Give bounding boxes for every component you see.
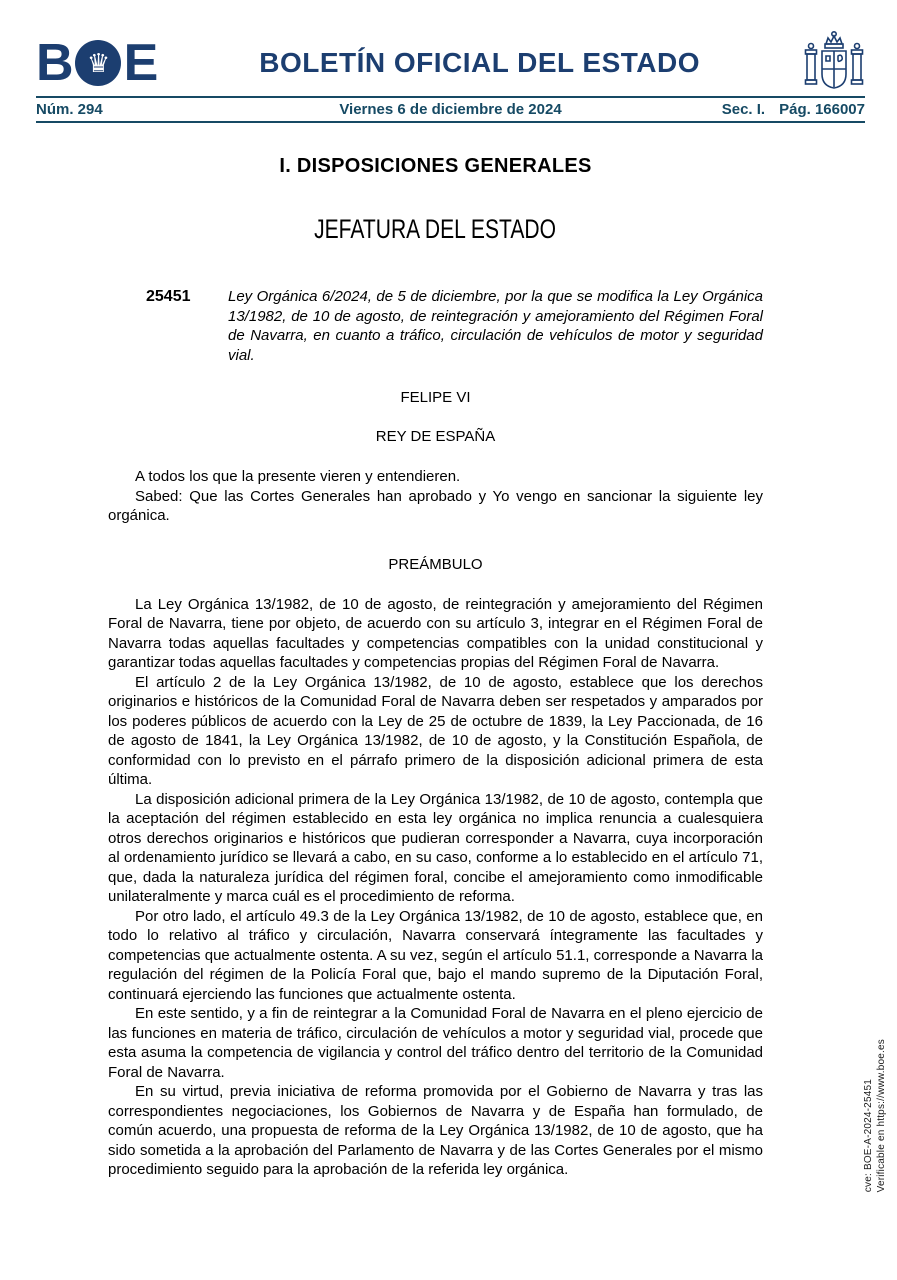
boe-logo [36,34,157,92]
header-meta-row [36,99,865,120]
preamble-paragraph-5: En este sentido, y a fin de reintegrar a la Comunidad Foral de Navarra en el pleno ejercicio de las funciones en materia de tráfico, circulación de vehículos a motor y seguridad vial, procede que esta asuma la competencia de vigilancia y control del tráfico dentro del territorio de la Comunidad Foral de Navarra. [108,1005,763,1081]
preamble-heading: PREÁMBULO [388,555,483,573]
section-title: I. DISPOSICIONES GENERALES [279,155,592,177]
header-divider-top [36,96,865,98]
department-heading-wrap [108,214,763,245]
header-divider-bottom [36,121,865,123]
royal-proclamation [108,467,763,526]
header [36,30,865,96]
preamble-paragraph-1: La Ley Orgánica 13/1982, de 10 de agosto, de reintegración y amejoramiento del Régimen Foral de Navarra, tiene por objeto, de acuerdo con su artículo 3, integrar en el Régimen Foral de Navarra todas aquellas facultades y competencias compatibles con la unidad constitucional y garantizar todas aquellas facultades y competencias propias del Régimen Foral de Navarra. [108,595,763,671]
page-label: Pág. 166007 [779,101,865,118]
preamble-paragraph-6: En su virtud, previa iniciativa de reforma promovida por el Gobierno de Navarra y tras las correspondientes negociaciones, los Gobiernos de Navarra y de España han formulado, de común acuerdo, una propuesta de reforma de la Ley Orgánica 13/1982, de 10 de agosto, que ha sido sometida a la aprobación del Parlamento de Navarra y de las Cortes Generales por el mismo procedimiento seguido para la aprobación de la referida ley orgánica. [108,1083,763,1178]
verification-url: Verificable en https://www.boe.es [876,1038,887,1192]
disposition-title: Ley Orgánica 6/2024, de 5 de diciembre, por la que se modifica la Ley Orgánica 13/1982, de 10 de agosto, de reintegración y amejoramiento del Régimen Foral de Navarra, en cuanto a tráfico, circulación de vehículos de motor y seguridad vial. [228,288,763,364]
boe-logo-letter-e: E [123,34,157,92]
disposition-number: 25451 [146,288,191,305]
crown-icon: ♛ [86,48,109,78]
issue-date: Viernes 6 de diciembre de 2024 [339,101,562,118]
preamble-paragraph-4: Por otro lado, el artículo 49.3 de la Ley Orgánica 13/1982, de 10 de agosto, establece que, en todo lo relativo al tráfico y circulación, Navarra conservará íntegramente las facultades y competencias que actualmente ostenta. A su vez, según el artículo 51.1, corresponde a Navarra la regulación del régimen de la Policía Foral que, bajo el mando supremo de la Diputación Foral, continuará ejerciendo las funciones que actualmente ostenta. [108,907,763,1003]
cve-sidebar [863,1039,887,1192]
salutation-paragraph: A todos los que la presente vieren y entendieren. [135,468,461,485]
king-title-heading: REY DE ESPAÑA [375,428,496,445]
king-name-heading: FELIPE VI [400,389,471,406]
masthead-title: BOLETÍN OFICIAL DEL ESTADO [259,47,701,78]
cve-code: cve: BOE-A-2024-25451 [863,1078,874,1192]
preamble-paragraph-2: El artículo 2 de la Ley Orgánica 13/1982, de 10 de agosto, establece que los derechos originarios e históricos de la Comunidad Foral de Navarra deben ser respetados y amparados por los poderes públicos de acuerdo con la Ley de 25 de octubre de 1839, la Ley Paccionada, de 16 de agosto de 1841, la Ley Orgánica 13/1982, de 10 de agosto, y la Constitución Española, de conformidad con lo previsto en el párrafo primero de la disposición adicional primera de esta última. [108,673,763,788]
boe-logo-letter-b: B [36,34,72,92]
document-body [108,155,763,1180]
disposition-item [108,287,763,365]
preamble-paragraph-3: La disposición adicional primera de la Ley Orgánica 13/1982, de 10 de agosto, contempla que la aceptación del régimen establecido en esta ley orgánica no implica renuncia a cualesquiera otros derechos originarios e históricos que pudieran corresponder a Navarra, cuya incorporación al ordenamiento jurídico se llevará a cabo, en su caso, conforme a lo establecido en el artículo 71, que, dada la naturaleza jurídica del régimen foral, concibe el amejoramiento como inmodificable unilateralmente y marca cuál es el procedimiento de reforma. [108,790,763,905]
spain-coat-of-arms-icon [803,30,865,96]
section-label: Sec. I. [721,101,766,118]
sanction-paragraph: Sabed: Que las Cortes Generales han aprobado y Yo vengo en sancionar la siguiente ley orgánica. [108,487,763,524]
department-heading: JEFATURA DEL ESTADO [314,214,557,244]
section-page [645,101,865,118]
preamble-paragraphs [108,595,763,1180]
boe-logo-emblem-icon [75,40,121,86]
issue-number: Núm. 294 [36,101,103,118]
